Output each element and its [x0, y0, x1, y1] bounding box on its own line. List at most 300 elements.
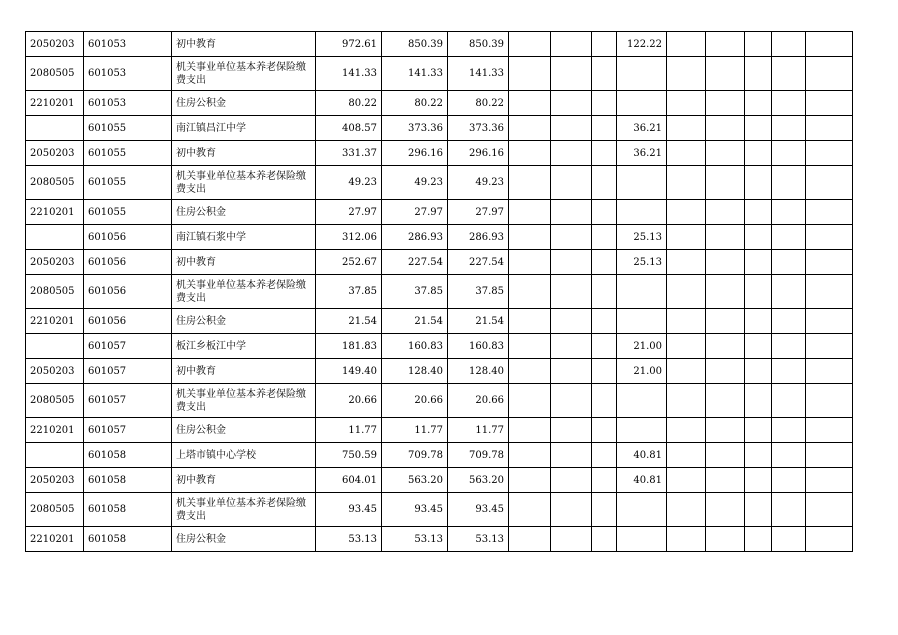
subtotal-cell: 160.83 [382, 334, 448, 359]
project-expenditure-cell [617, 57, 667, 91]
unit-code-cell: 601057 [84, 359, 172, 384]
column-k-cell [772, 200, 806, 225]
column-k-cell [772, 443, 806, 468]
column-k-cell [772, 32, 806, 57]
function-code-cell: 2050203 [26, 468, 84, 493]
column-l-cell [806, 359, 853, 384]
column-f-cell [592, 275, 617, 309]
total-cell: 93.45 [316, 493, 382, 527]
column-h-cell [667, 32, 706, 57]
item-name-cell: 南江镇石浆中学 [172, 225, 316, 250]
subtotal-cell: 20.66 [382, 384, 448, 418]
column-f-cell [592, 384, 617, 418]
total-cell: 11.77 [316, 418, 382, 443]
total-cell: 972.61 [316, 32, 382, 57]
basic-expenditure-cell: 80.22 [448, 91, 509, 116]
column-h-cell [667, 250, 706, 275]
subtotal-cell: 128.40 [382, 359, 448, 384]
column-k-cell [772, 225, 806, 250]
column-k-cell [772, 141, 806, 166]
column-h-cell [667, 91, 706, 116]
column-j-cell [745, 116, 772, 141]
unit-code-cell: 601056 [84, 225, 172, 250]
subtotal-cell: 49.23 [382, 166, 448, 200]
column-d-cell [509, 225, 551, 250]
column-i-cell [706, 141, 745, 166]
unit-code-cell: 601058 [84, 527, 172, 552]
column-d-cell [509, 116, 551, 141]
table-row [26, 250, 853, 275]
column-j-cell [745, 141, 772, 166]
column-h-cell [667, 443, 706, 468]
column-i-cell [706, 200, 745, 225]
column-h-cell [667, 468, 706, 493]
table-row [26, 57, 853, 91]
column-d-cell [509, 493, 551, 527]
project-expenditure-cell [617, 384, 667, 418]
item-name-cell: 住房公积金 [172, 91, 316, 116]
column-f-cell [592, 527, 617, 552]
column-e-cell [551, 309, 592, 334]
column-j-cell [745, 57, 772, 91]
column-i-cell [706, 57, 745, 91]
subtotal-cell: 227.54 [382, 250, 448, 275]
subtotal-cell: 37.85 [382, 275, 448, 309]
column-i-cell [706, 275, 745, 309]
unit-code-cell: 601053 [84, 91, 172, 116]
column-e-cell [551, 91, 592, 116]
column-f-cell [592, 225, 617, 250]
column-h-cell [667, 57, 706, 91]
column-d-cell [509, 141, 551, 166]
column-l-cell [806, 493, 853, 527]
unit-code-cell: 601058 [84, 493, 172, 527]
column-h-cell [667, 166, 706, 200]
column-l-cell [806, 57, 853, 91]
subtotal-cell: 53.13 [382, 527, 448, 552]
column-l-cell [806, 250, 853, 275]
basic-expenditure-cell: 160.83 [448, 334, 509, 359]
unit-code-cell: 601057 [84, 384, 172, 418]
column-f-cell [592, 166, 617, 200]
column-k-cell [772, 468, 806, 493]
column-f-cell [592, 57, 617, 91]
column-f-cell [592, 32, 617, 57]
total-cell: 141.33 [316, 57, 382, 91]
column-j-cell [745, 493, 772, 527]
unit-code-cell: 601055 [84, 200, 172, 225]
column-d-cell [509, 32, 551, 57]
basic-expenditure-cell: 37.85 [448, 275, 509, 309]
total-cell: 80.22 [316, 91, 382, 116]
project-expenditure-cell: 21.00 [617, 359, 667, 384]
column-f-cell [592, 116, 617, 141]
column-k-cell [772, 166, 806, 200]
total-cell: 331.37 [316, 141, 382, 166]
basic-expenditure-cell: 49.23 [448, 166, 509, 200]
column-f-cell [592, 443, 617, 468]
column-e-cell [551, 275, 592, 309]
total-cell: 37.85 [316, 275, 382, 309]
table-row [26, 418, 853, 443]
basic-expenditure-cell: 563.20 [448, 468, 509, 493]
item-name-cell: 住房公积金 [172, 200, 316, 225]
item-name-cell: 机关事业单位基本养老保险缴费支出 [172, 493, 316, 527]
function-code-cell: 2050203 [26, 250, 84, 275]
subtotal-cell: 709.78 [382, 443, 448, 468]
column-e-cell [551, 527, 592, 552]
column-e-cell [551, 57, 592, 91]
total-cell: 53.13 [316, 527, 382, 552]
column-h-cell [667, 309, 706, 334]
table-row [26, 225, 853, 250]
item-name-cell: 上塔市镇中心学校 [172, 443, 316, 468]
subtotal-cell: 80.22 [382, 91, 448, 116]
column-l-cell [806, 334, 853, 359]
column-f-cell [592, 200, 617, 225]
function-code-cell: 2050203 [26, 141, 84, 166]
project-expenditure-cell [617, 527, 667, 552]
table-row [26, 32, 853, 57]
column-j-cell [745, 443, 772, 468]
column-j-cell [745, 275, 772, 309]
item-name-cell: 初中教育 [172, 250, 316, 275]
column-j-cell [745, 225, 772, 250]
total-cell: 20.66 [316, 384, 382, 418]
column-h-cell [667, 334, 706, 359]
function-code-cell: 2080505 [26, 57, 84, 91]
function-code-cell: 2080505 [26, 384, 84, 418]
column-e-cell [551, 250, 592, 275]
column-d-cell [509, 309, 551, 334]
column-d-cell [509, 334, 551, 359]
function-code-cell: 2210201 [26, 418, 84, 443]
column-j-cell [745, 384, 772, 418]
item-name-cell: 南江镇昌江中学 [172, 116, 316, 141]
item-name-cell: 初中教育 [172, 141, 316, 166]
column-d-cell [509, 200, 551, 225]
item-name-cell: 机关事业单位基本养老保险缴费支出 [172, 166, 316, 200]
column-f-cell [592, 359, 617, 384]
column-i-cell [706, 91, 745, 116]
column-i-cell [706, 418, 745, 443]
unit-code-cell: 601058 [84, 443, 172, 468]
column-k-cell [772, 384, 806, 418]
item-name-cell: 板江乡板江中学 [172, 334, 316, 359]
column-i-cell [706, 32, 745, 57]
column-e-cell [551, 334, 592, 359]
column-d-cell [509, 275, 551, 309]
column-l-cell [806, 275, 853, 309]
column-l-cell [806, 141, 853, 166]
column-l-cell [806, 384, 853, 418]
subtotal-cell: 21.54 [382, 309, 448, 334]
column-l-cell [806, 309, 853, 334]
column-l-cell [806, 225, 853, 250]
project-expenditure-cell [617, 493, 667, 527]
item-name-cell: 机关事业单位基本养老保险缴费支出 [172, 57, 316, 91]
column-i-cell [706, 166, 745, 200]
function-code-cell [26, 225, 84, 250]
column-i-cell [706, 527, 745, 552]
column-j-cell [745, 359, 772, 384]
column-h-cell [667, 200, 706, 225]
column-d-cell [509, 250, 551, 275]
column-e-cell [551, 141, 592, 166]
column-l-cell [806, 116, 853, 141]
table-row [26, 334, 853, 359]
unit-code-cell: 601055 [84, 141, 172, 166]
column-l-cell [806, 527, 853, 552]
function-code-cell: 2210201 [26, 200, 84, 225]
column-f-cell [592, 141, 617, 166]
table-row [26, 493, 853, 527]
column-d-cell [509, 57, 551, 91]
item-name-cell: 住房公积金 [172, 418, 316, 443]
project-expenditure-cell [617, 166, 667, 200]
basic-expenditure-cell: 296.16 [448, 141, 509, 166]
column-k-cell [772, 116, 806, 141]
function-code-cell: 2050203 [26, 359, 84, 384]
basic-expenditure-cell: 11.77 [448, 418, 509, 443]
column-k-cell [772, 418, 806, 443]
item-name-cell: 机关事业单位基本养老保险缴费支出 [172, 384, 316, 418]
subtotal-cell: 296.16 [382, 141, 448, 166]
unit-code-cell: 601053 [84, 32, 172, 57]
column-f-cell [592, 493, 617, 527]
table-row [26, 200, 853, 225]
subtotal-cell: 373.36 [382, 116, 448, 141]
project-expenditure-cell: 40.81 [617, 468, 667, 493]
column-l-cell [806, 443, 853, 468]
total-cell: 312.06 [316, 225, 382, 250]
column-d-cell [509, 527, 551, 552]
total-cell: 408.57 [316, 116, 382, 141]
total-cell: 49.23 [316, 166, 382, 200]
project-expenditure-cell: 122.22 [617, 32, 667, 57]
column-d-cell [509, 468, 551, 493]
function-code-cell [26, 116, 84, 141]
column-e-cell [551, 493, 592, 527]
column-h-cell [667, 493, 706, 527]
unit-code-cell: 601057 [84, 418, 172, 443]
column-f-cell [592, 334, 617, 359]
column-d-cell [509, 359, 551, 384]
basic-expenditure-cell: 20.66 [448, 384, 509, 418]
column-j-cell [745, 309, 772, 334]
item-name-cell: 初中教育 [172, 32, 316, 57]
function-code-cell [26, 443, 84, 468]
column-l-cell [806, 468, 853, 493]
project-expenditure-cell: 36.21 [617, 141, 667, 166]
function-code-cell: 2050203 [26, 32, 84, 57]
column-i-cell [706, 493, 745, 527]
column-j-cell [745, 91, 772, 116]
item-name-cell: 机关事业单位基本养老保险缴费支出 [172, 275, 316, 309]
column-e-cell [551, 443, 592, 468]
column-e-cell [551, 384, 592, 418]
column-j-cell [745, 166, 772, 200]
unit-code-cell: 601055 [84, 166, 172, 200]
column-e-cell [551, 225, 592, 250]
column-k-cell [772, 309, 806, 334]
table-row [26, 359, 853, 384]
basic-expenditure-cell: 93.45 [448, 493, 509, 527]
column-k-cell [772, 493, 806, 527]
column-i-cell [706, 225, 745, 250]
total-cell: 604.01 [316, 468, 382, 493]
column-d-cell [509, 384, 551, 418]
function-code-cell: 2080505 [26, 166, 84, 200]
total-cell: 252.67 [316, 250, 382, 275]
project-expenditure-cell: 21.00 [617, 334, 667, 359]
unit-code-cell: 601056 [84, 275, 172, 309]
column-l-cell [806, 91, 853, 116]
column-h-cell [667, 141, 706, 166]
project-expenditure-cell: 40.81 [617, 443, 667, 468]
table-row [26, 468, 853, 493]
column-i-cell [706, 334, 745, 359]
column-e-cell [551, 166, 592, 200]
column-k-cell [772, 275, 806, 309]
function-code-cell: 2210201 [26, 309, 84, 334]
column-l-cell [806, 32, 853, 57]
table-row [26, 309, 853, 334]
column-e-cell [551, 468, 592, 493]
column-l-cell [806, 200, 853, 225]
total-cell: 149.40 [316, 359, 382, 384]
table-row [26, 166, 853, 200]
item-name-cell: 住房公积金 [172, 527, 316, 552]
function-code-cell: 2080505 [26, 275, 84, 309]
function-code-cell: 2210201 [26, 91, 84, 116]
table-body [26, 32, 853, 552]
function-code-cell: 2210201 [26, 527, 84, 552]
column-h-cell [667, 384, 706, 418]
unit-code-cell: 601055 [84, 116, 172, 141]
column-j-cell [745, 527, 772, 552]
table-row [26, 141, 853, 166]
column-f-cell [592, 91, 617, 116]
column-j-cell [745, 468, 772, 493]
table-row [26, 527, 853, 552]
column-f-cell [592, 468, 617, 493]
table-row [26, 91, 853, 116]
basic-expenditure-cell: 286.93 [448, 225, 509, 250]
column-k-cell [772, 250, 806, 275]
project-expenditure-cell [617, 418, 667, 443]
column-d-cell [509, 443, 551, 468]
basic-expenditure-cell: 27.97 [448, 200, 509, 225]
column-f-cell [592, 309, 617, 334]
column-k-cell [772, 527, 806, 552]
column-i-cell [706, 468, 745, 493]
project-expenditure-cell [617, 200, 667, 225]
subtotal-cell: 93.45 [382, 493, 448, 527]
item-name-cell: 初中教育 [172, 468, 316, 493]
column-d-cell [509, 91, 551, 116]
column-l-cell [806, 418, 853, 443]
basic-expenditure-cell: 709.78 [448, 443, 509, 468]
column-k-cell [772, 359, 806, 384]
subtotal-cell: 563.20 [382, 468, 448, 493]
total-cell: 181.83 [316, 334, 382, 359]
column-e-cell [551, 359, 592, 384]
table-row [26, 384, 853, 418]
project-expenditure-cell [617, 275, 667, 309]
column-j-cell [745, 32, 772, 57]
project-expenditure-cell: 36.21 [617, 116, 667, 141]
basic-expenditure-cell: 53.13 [448, 527, 509, 552]
unit-code-cell: 601056 [84, 309, 172, 334]
column-k-cell [772, 57, 806, 91]
column-h-cell [667, 275, 706, 309]
basic-expenditure-cell: 21.54 [448, 309, 509, 334]
subtotal-cell: 141.33 [382, 57, 448, 91]
column-h-cell [667, 527, 706, 552]
total-cell: 21.54 [316, 309, 382, 334]
column-i-cell [706, 443, 745, 468]
column-h-cell [667, 359, 706, 384]
column-j-cell [745, 334, 772, 359]
basic-expenditure-cell: 373.36 [448, 116, 509, 141]
table-row [26, 275, 853, 309]
budget-table [25, 31, 853, 552]
unit-code-cell: 601057 [84, 334, 172, 359]
table-row [26, 116, 853, 141]
column-e-cell [551, 418, 592, 443]
column-h-cell [667, 418, 706, 443]
basic-expenditure-cell: 141.33 [448, 57, 509, 91]
total-cell: 750.59 [316, 443, 382, 468]
subtotal-cell: 850.39 [382, 32, 448, 57]
column-f-cell [592, 418, 617, 443]
project-expenditure-cell: 25.13 [617, 225, 667, 250]
total-cell: 27.97 [316, 200, 382, 225]
project-expenditure-cell [617, 91, 667, 116]
column-e-cell [551, 200, 592, 225]
function-code-cell: 2080505 [26, 493, 84, 527]
column-h-cell [667, 116, 706, 141]
column-i-cell [706, 116, 745, 141]
column-f-cell [592, 250, 617, 275]
subtotal-cell: 27.97 [382, 200, 448, 225]
item-name-cell: 住房公积金 [172, 309, 316, 334]
item-name-cell: 初中教育 [172, 359, 316, 384]
basic-expenditure-cell: 227.54 [448, 250, 509, 275]
column-k-cell [772, 91, 806, 116]
column-l-cell [806, 166, 853, 200]
subtotal-cell: 11.77 [382, 418, 448, 443]
column-j-cell [745, 418, 772, 443]
column-j-cell [745, 200, 772, 225]
basic-expenditure-cell: 850.39 [448, 32, 509, 57]
project-expenditure-cell: 25.13 [617, 250, 667, 275]
column-e-cell [551, 32, 592, 57]
unit-code-cell: 601053 [84, 57, 172, 91]
column-h-cell [667, 225, 706, 250]
column-k-cell [772, 334, 806, 359]
table-row [26, 443, 853, 468]
function-code-cell [26, 334, 84, 359]
column-d-cell [509, 166, 551, 200]
column-d-cell [509, 418, 551, 443]
column-i-cell [706, 309, 745, 334]
column-i-cell [706, 359, 745, 384]
unit-code-cell: 601058 [84, 468, 172, 493]
basic-expenditure-cell: 128.40 [448, 359, 509, 384]
project-expenditure-cell [617, 309, 667, 334]
